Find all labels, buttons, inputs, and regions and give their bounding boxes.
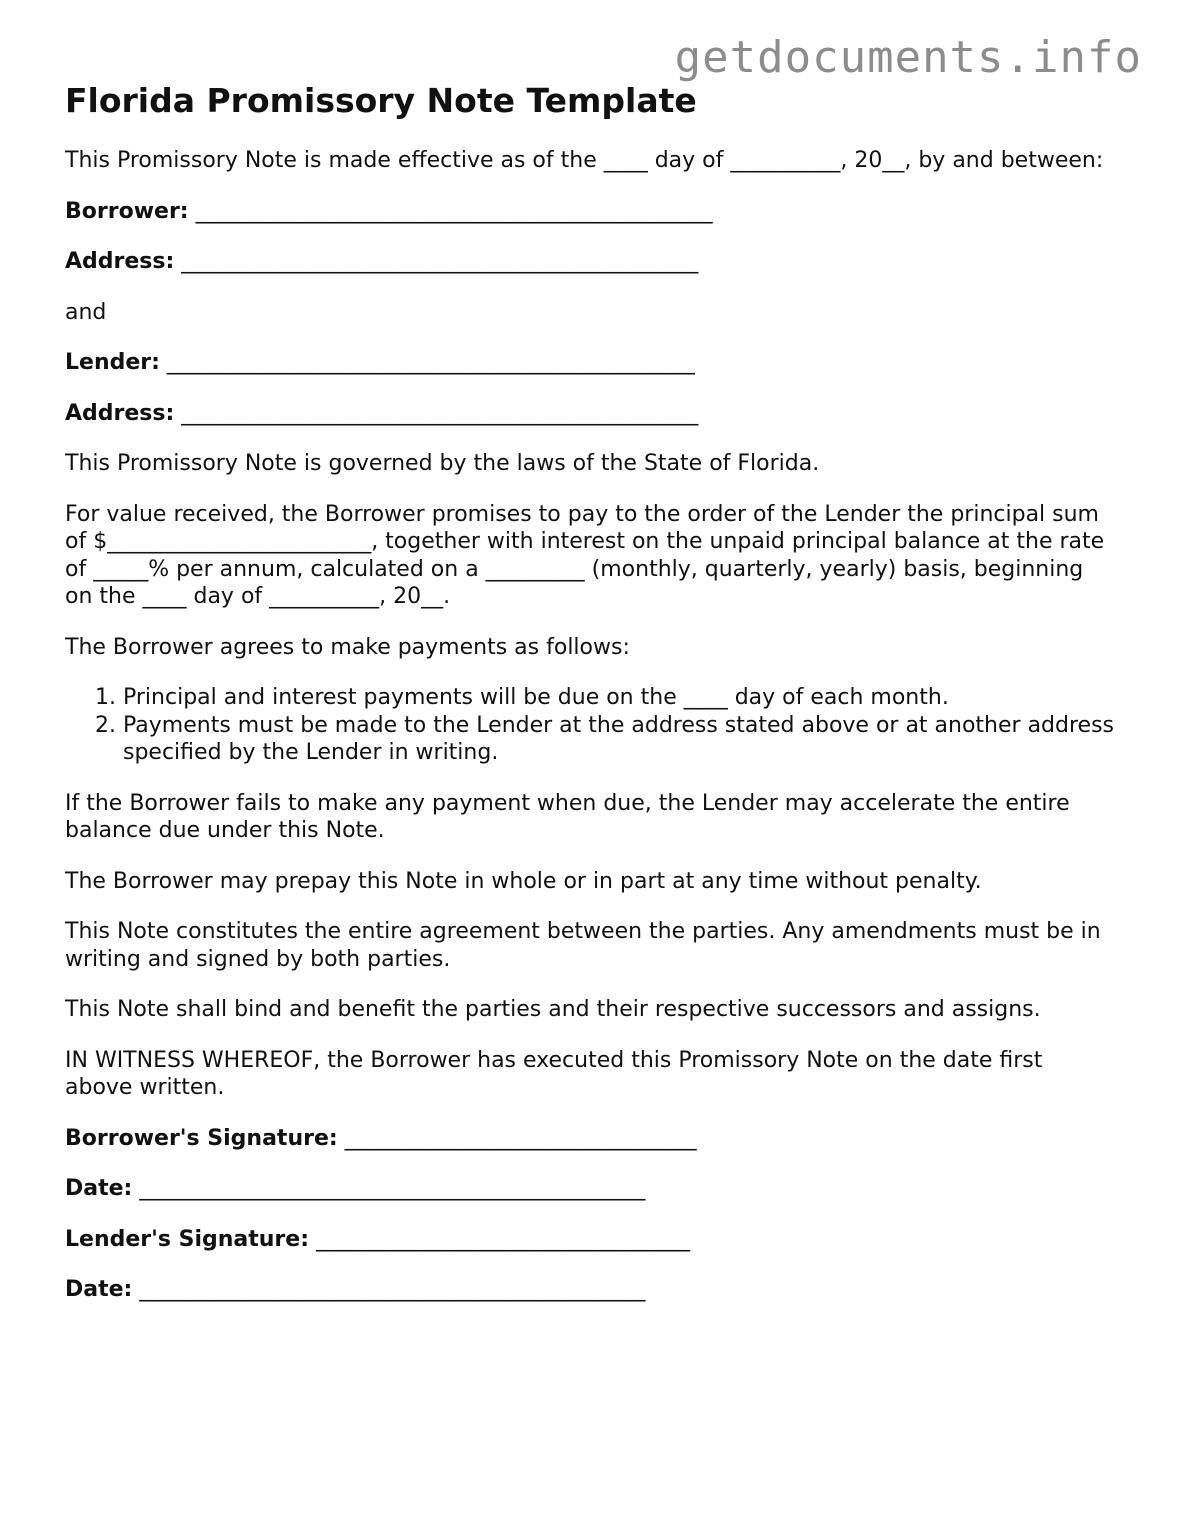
payments-intro-paragraph: The Borrower agrees to make payments as follows: [65, 634, 630, 660]
successors-clause-paragraph: This Note shall bind and benefit the parties and their respective successors and assigns. [65, 997, 1041, 1023]
borrower-address-field [65, 248, 1115, 276]
borrower-signature-label: Borrower's Signature: [65, 1125, 338, 1151]
prepayment-clause-paragraph: The Borrower may prepay this Note in whole or in part at any time without penalty. [65, 868, 982, 894]
borrower-address-blank-line[interactable]: _______________________________________________ [181, 249, 699, 275]
lender-date-blank-line[interactable]: ______________________________________________ [139, 1277, 646, 1303]
and-text: and [65, 299, 107, 325]
lender-label: Lender: [65, 350, 160, 376]
payment-terms-list [65, 684, 1122, 767]
borrower-signature-blank-line[interactable]: ________________________________ [344, 1125, 697, 1151]
lender-address-label: Address: [65, 400, 175, 426]
entire-agreement-paragraph: This Note constitutes the entire agreement between the parties. Any amendments must be in writing and signed by both parties. [65, 919, 1108, 972]
borrower-blank-line[interactable]: _______________________________________________ [195, 198, 713, 224]
lender-date-label: Date: [65, 1277, 133, 1303]
borrower-date-blank-line[interactable]: ______________________________________________ [139, 1176, 646, 1202]
lender-date-field [65, 1276, 1115, 1304]
intro-paragraph: This Promissory Note is made effective as of the ____ day of __________, 20__, by and between: [65, 148, 1104, 174]
lender-blank-line[interactable]: ________________________________________________ [166, 350, 695, 376]
document-page [65, 80, 1122, 1327]
lender-field [65, 349, 1115, 377]
watermark: getdocuments.info [674, 32, 1142, 83]
payment-term-item: 1. Principal and interest payments will be due on the ____ day of each month. [123, 684, 1115, 712]
lender-signature-blank-line[interactable]: __________________________________ [316, 1226, 690, 1252]
borrower-label: Borrower: [65, 198, 189, 224]
lender-signature-field [65, 1226, 1115, 1254]
borrower-date-label: Date: [65, 1176, 133, 1202]
lender-address-field [65, 400, 1115, 428]
payment-term-item: 2. Payments must be made to the Lender at the address stated above or at another address specified by the Lender in writing. [123, 712, 1115, 767]
borrower-field [65, 198, 1115, 226]
principal-clause-paragraph: For value received, the Borrower promises to pay to the order of the Lender the principal sum of $________________________, together with interest on the unpaid principal balance at the rate of _____% per annum, calculated on a _________ (monthly, quarterly, yearly) basis, beginning on the ____ day of __________, 20__. [65, 501, 1112, 610]
lender-address-blank-line[interactable]: _______________________________________________ [181, 400, 699, 426]
lender-signature-label: Lender's Signature: [65, 1226, 309, 1252]
borrower-signature-field [65, 1125, 1115, 1153]
document-title: Florida Promissory Note Template [65, 81, 697, 120]
governing-law-paragraph: This Promissory Note is governed by the laws of the State of Florida. [65, 451, 820, 477]
witness-clause-paragraph: IN WITNESS WHEREOF, the Borrower has executed this Promissory Note on the date first above written. [65, 1047, 1050, 1101]
borrower-address-label: Address: [65, 249, 175, 275]
borrower-date-field [65, 1175, 1115, 1203]
default-clause-paragraph: If the Borrower fails to make any payment when due, the Lender may accelerate the entire balance due under this Note. [65, 790, 1077, 844]
